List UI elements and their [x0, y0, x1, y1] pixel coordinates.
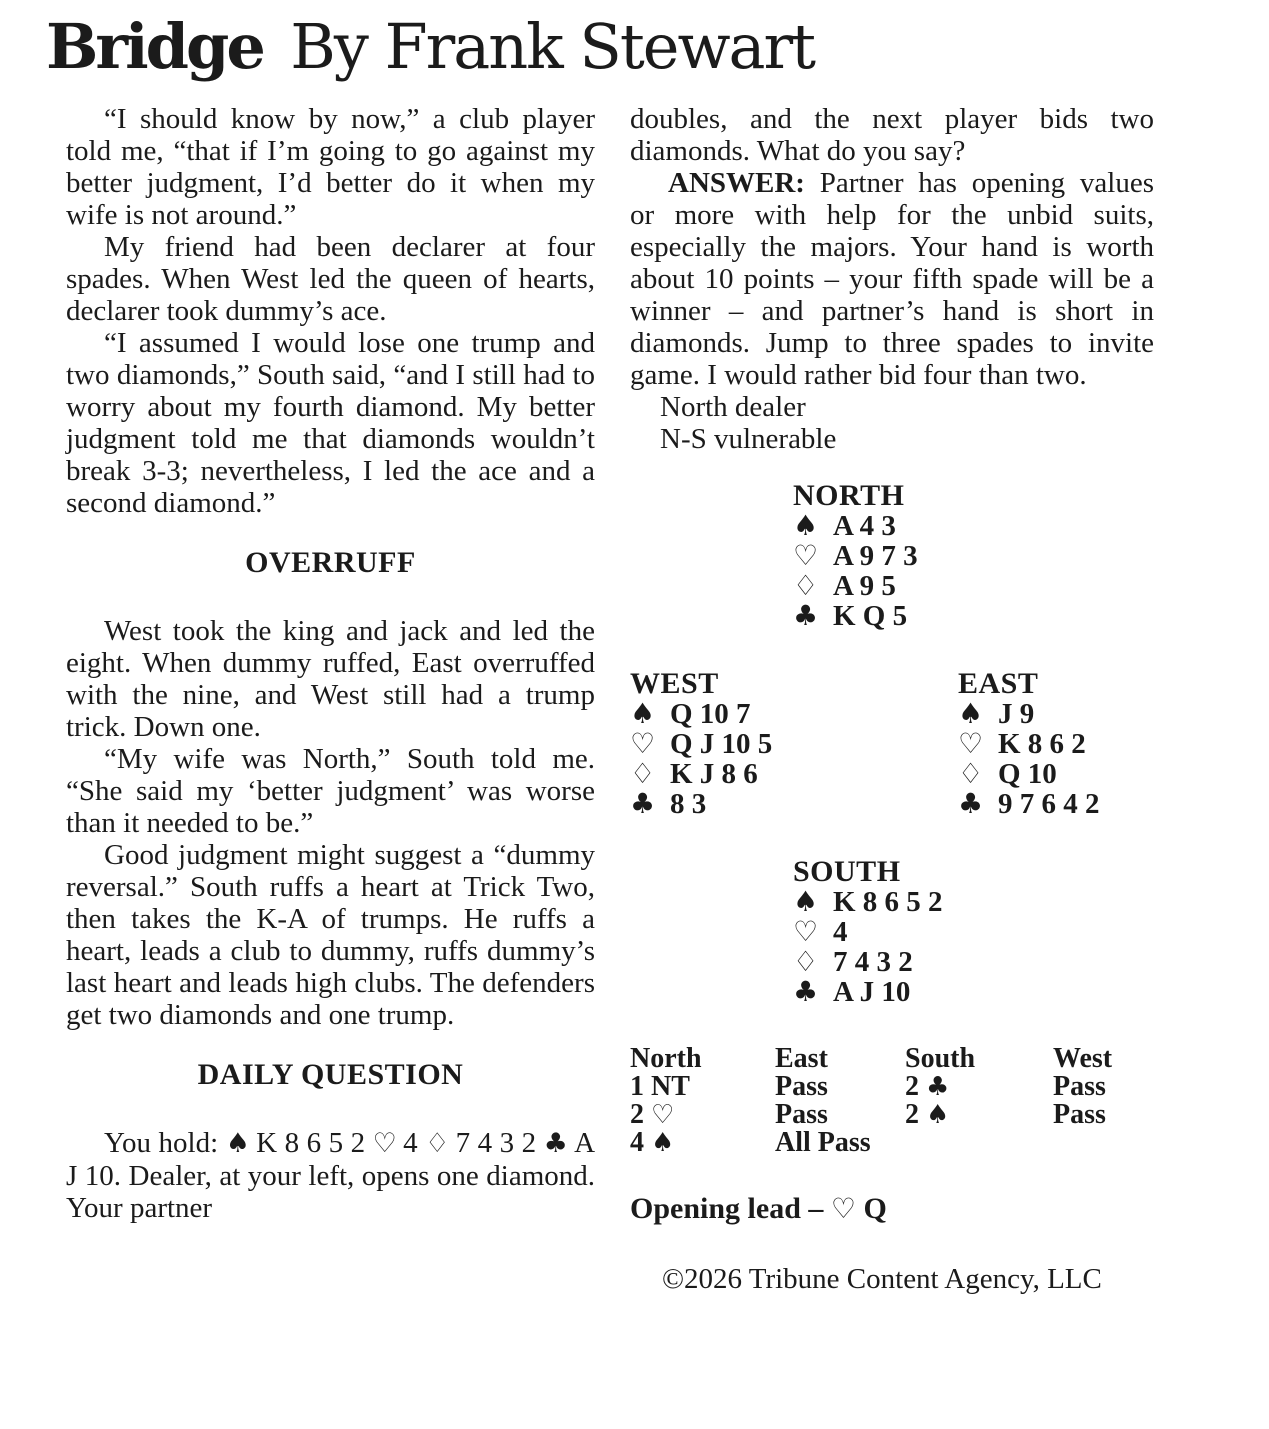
heart-icon: ♡: [958, 727, 984, 760]
section-heading-overruff: OVERRUFF: [245, 546, 416, 579]
cards: A 9 5: [833, 570, 896, 602]
paragraph-intro-quote: “I should know by now,” a club player told me, “that if I’m going to go against my better judgment, I’d better do it when my wife is not around.”: [66, 103, 595, 231]
north-spades: [793, 511, 1154, 541]
bid-cell: 4 ♠: [630, 1127, 675, 1158]
diamond-cards: 7 4 3 2: [455, 1127, 537, 1159]
club-icon: ♣: [958, 787, 984, 820]
bid-cell: 2 ♣: [905, 1071, 950, 1102]
spade-icon: ♠: [793, 509, 819, 542]
paragraph-declarer: My friend had been declarer at four spades. When West led the queen of hearts, declarer took dummy’s ace.: [66, 231, 595, 327]
club-cards: A J 10.: [66, 1127, 596, 1192]
you-hold-intro: You hold:: [104, 1127, 219, 1159]
south-clubs: [793, 977, 1154, 1007]
paragraph-assumed: “I assumed I would lose one trump and two diamonds,” South said, “and I still had to worry about my fourth diamond. My better judgment told me that diamonds wouldn’t break 3-3; nevertheless, I led the ace and a second diamond.”: [66, 327, 595, 519]
south-hand: [793, 857, 1154, 1007]
cards: 9 7 6 4 2: [998, 788, 1100, 820]
north-diamonds: [793, 571, 1154, 601]
diamond-icon: ♢: [630, 757, 656, 790]
diamond-icon: ♢: [793, 945, 819, 978]
spade-icon: ♠: [793, 885, 819, 918]
article-columns: [0, 103, 1269, 1295]
west-label: WEST: [630, 667, 719, 700]
cards: K 8 6 5 2: [833, 886, 943, 918]
spade-icon: ♠: [651, 1128, 675, 1158]
bid-cell: [905, 1129, 1053, 1157]
bidding-header-north: North: [630, 1043, 702, 1074]
cards: 4: [833, 916, 848, 948]
diamond-icon: ♢: [793, 569, 819, 602]
bid-cell: Pass: [775, 1099, 828, 1130]
west-diamonds: [630, 759, 958, 789]
bid-cell: Pass: [1053, 1071, 1106, 1102]
heart-icon: ♡: [651, 1100, 675, 1130]
opening-lead-label: Opening lead –: [630, 1192, 831, 1225]
heart-icon: ♡: [372, 1128, 398, 1159]
east-diamonds: [958, 759, 1100, 789]
east-hearts: [958, 729, 1100, 759]
east-label: EAST: [958, 667, 1039, 700]
bidding-table: [630, 1045, 1154, 1157]
east-hand: [958, 669, 1100, 819]
paragraph-doubles: doubles, and the next player bids two diamonds. What do you say?: [630, 103, 1154, 167]
bid-cell: [1053, 1129, 1154, 1157]
bidding-header-west: West: [1053, 1043, 1113, 1074]
heart-icon: ♡: [630, 727, 656, 760]
opening-lead-card: Q: [863, 1192, 887, 1225]
cards: A J 10: [833, 976, 911, 1008]
west-hand: [630, 669, 958, 819]
vulnerable-line: N-S vulnerable: [660, 423, 837, 455]
cards: A 4 3: [833, 510, 896, 542]
club-icon: ♣: [793, 599, 819, 632]
you-hold-paragraph: [66, 1127, 595, 1224]
heart-cards: 4: [403, 1127, 418, 1159]
left-column: [66, 103, 595, 1295]
bid-cell: Pass: [1053, 1099, 1106, 1130]
spade-icon: ♠: [630, 697, 656, 730]
diamond-icon: ♢: [425, 1128, 450, 1159]
answer-paragraph: [630, 167, 1154, 391]
south-label: SOUTH: [793, 855, 901, 888]
answer-text: Partner has opening values or more with help for the unbid suits, especially the majors. Your hand is worth about 10 points – your fifth spade will be a winner – and partner’s hand is short in diamonds. Jump to three spades to invite game. I would rather bid four than two.: [630, 167, 1154, 391]
deal-diagram: [630, 481, 1154, 1007]
south-spades: [793, 887, 1154, 917]
west-east-row: [630, 669, 1154, 819]
cards: K Q 5: [833, 600, 908, 632]
west-clubs: [630, 789, 958, 819]
spade-icon: ♠: [225, 1128, 251, 1159]
section-heading-daily-question: DAILY QUESTION: [197, 1058, 464, 1091]
opening-lead: [630, 1193, 1154, 1225]
dealer-line: North dealer: [660, 391, 806, 423]
spade-icon: ♠: [958, 697, 984, 730]
cards: A 9 7 3: [833, 540, 918, 572]
heart-icon: ♡: [793, 539, 819, 572]
bid-cell: All Pass: [775, 1127, 871, 1158]
column-title: Bridge: [46, 10, 263, 83]
west-spades: [630, 699, 958, 729]
bid-cell: 2 ♡: [630, 1099, 675, 1130]
cards: 8 3: [670, 788, 707, 820]
heart-icon: ♡: [793, 915, 819, 948]
east-spades: [958, 699, 1100, 729]
north-hearts: [793, 541, 1154, 571]
you-hold-rest: Dealer, at your left, opens one diamond. Your partner: [66, 1160, 596, 1224]
club-icon: ♣: [543, 1128, 569, 1159]
heart-icon: ♡: [830, 1192, 856, 1225]
north-label: NORTH: [793, 479, 905, 512]
club-icon: ♣: [630, 787, 656, 820]
diamond-icon: ♢: [958, 757, 984, 790]
copyright: ©2026 Tribune Content Agency, LLC: [662, 1263, 1102, 1295]
paragraph-good-judgment: Good judgment might suggest a “dummy reversal.” South ruffs a heart at Trick Two, then takes the K-A of trumps. He ruffs a heart, leads a club to dummy, ruffs dummy’s last heart and leads high clubs. The defenders get two diamonds and one trump.: [66, 839, 595, 1031]
paragraph-my-wife: “My wife was North,” South told me. “She said my ‘better judgment’ was worse than it needed to be.”: [66, 743, 595, 839]
right-column: [630, 103, 1154, 1295]
cards: J 9: [998, 698, 1035, 730]
answer-label: ANSWER:: [668, 167, 805, 199]
paragraph-west-took: West took the king and jack and led the eight. When dummy ruffed, East overruffed with the nine, and West still had a trump trick. Down one.: [66, 615, 595, 743]
west-hearts: [630, 729, 958, 759]
column-byline: By Frank Stewart: [290, 10, 815, 83]
north-clubs: [793, 601, 1154, 631]
club-icon: ♣: [926, 1072, 950, 1102]
cards: 7 4 3 2: [833, 946, 913, 978]
cards: K J 8 6: [670, 758, 758, 790]
club-icon: ♣: [793, 975, 819, 1008]
bid-cell: 1 NT: [630, 1071, 690, 1102]
spade-icon: ♠: [926, 1100, 950, 1130]
spade-cards: K 8 6 5 2: [256, 1127, 366, 1159]
page-title: [46, 10, 1269, 83]
north-hand: [793, 481, 1154, 631]
south-diamonds: [793, 947, 1154, 977]
bidding-header-south: South: [905, 1043, 976, 1074]
cards: K 8 6 2: [998, 728, 1086, 760]
cards: Q 10: [998, 758, 1057, 790]
cards: Q J 10 5: [670, 728, 773, 760]
south-hearts: [793, 917, 1154, 947]
east-clubs: [958, 789, 1100, 819]
bid-cell: 2 ♠: [905, 1099, 950, 1130]
cards: Q 10 7: [670, 698, 751, 730]
bidding-header-east: East: [775, 1043, 828, 1074]
bid-cell: Pass: [775, 1071, 828, 1102]
